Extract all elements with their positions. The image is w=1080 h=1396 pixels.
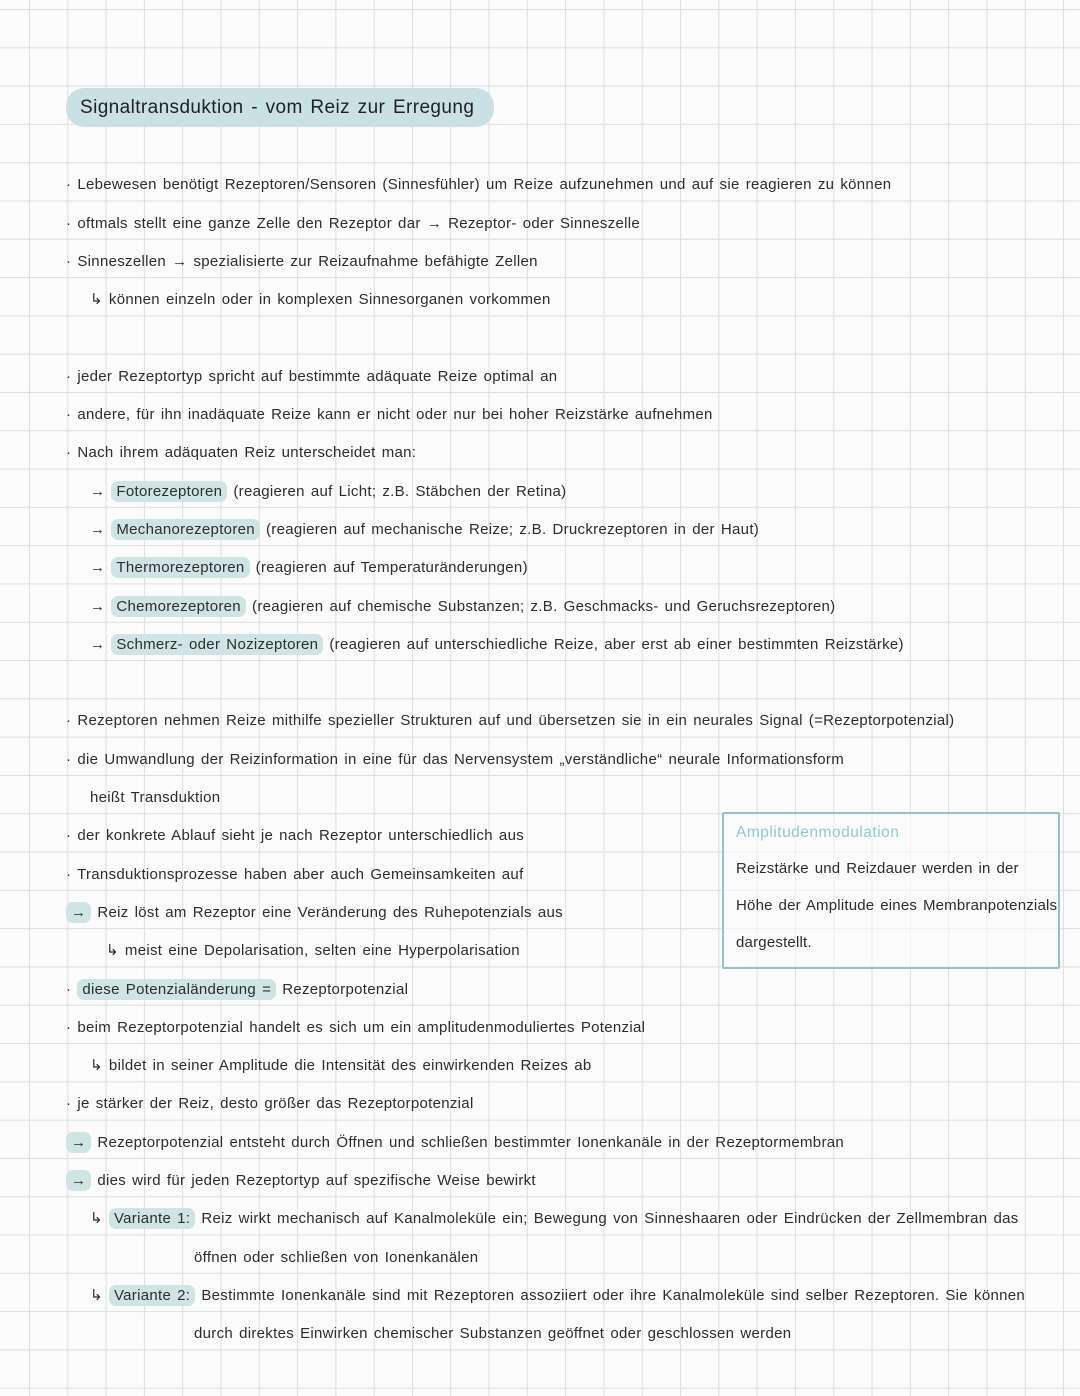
box-line: Höhe der Amplitude eines Membranpotenzials bbox=[736, 897, 1058, 914]
note-line: → Rezeptorpotenzial entsteht durch Öffnen und schließen bestimmter Ionenkanäle in der Rezeptormembran bbox=[66, 1124, 1025, 1162]
box-line: dargestellt. bbox=[736, 934, 812, 951]
note-line-thermorezeptoren: → Thermorezeptoren (reagieren auf Temperaturänderungen) bbox=[90, 559, 528, 577]
note-line-mechanorezeptoren: → Mechanorezeptoren (reagieren auf mechanische Reize; z.B. Druckrezeptoren in der Haut) bbox=[90, 520, 760, 538]
note-line: · Rezeptoren nehmen Reize mithilfe spezieller Strukturen auf und übersetzen sie in ein neurales Signal (=Rezeptorpotenzial) bbox=[66, 712, 955, 730]
note-line: → dies wird für jeden Rezeptortyp auf spezifische Weise bewirkt bbox=[66, 1162, 1025, 1200]
box-title: Amplitudenmodulation bbox=[736, 824, 900, 841]
note-line: öffnen oder schließen von Ionenkanälen bbox=[194, 1248, 479, 1266]
note-line: · Lebewesen benötigt Rezeptoren/Sensoren (Sinnesfühler) um Reize aufzunehmen und auf sie reagieren zu können bbox=[66, 176, 892, 194]
title-row bbox=[66, 88, 1025, 128]
note-line-variante-2: ↳ Variante 2: Bestimmte Ionenkanäle sind mit Rezeptoren assoziiert oder ihre Kanalmoleküle sind selber Rezeptoren. Sie können bbox=[90, 1286, 1026, 1304]
note-line-chemorezeptoren: → Chemorezeptoren (reagieren auf chemische Substanzen; z.B. Geschmacks- und Geruchsrezeptoren) bbox=[90, 597, 836, 615]
note-line: · Transduktionsprozesse haben aber auch Gemeinsamkeiten auf bbox=[66, 865, 524, 883]
amplitudenmodulation-box bbox=[722, 812, 1060, 969]
note-line: · beim Rezeptorpotenzial handelt es sich um ein amplitudenmoduliertes Potenzial bbox=[66, 1018, 646, 1036]
note-line: · der konkrete Ablauf sieht je nach Rezeptor unterschiedlich aus bbox=[66, 827, 525, 845]
note-line: · die Umwandlung der Reizinformation in eine für das Nervensystem „verständliche“ neurale Informationsform bbox=[66, 750, 844, 768]
box-line: Reizstärke und Reizdauer werden in der bbox=[736, 860, 1019, 877]
note-line: ↳ können einzeln oder in komplexen Sinnesorganen vorkommen bbox=[90, 291, 551, 309]
spacer bbox=[66, 664, 1025, 702]
spacer bbox=[66, 128, 1025, 166]
note-line: · jeder Rezeptortyp spricht auf bestimmte adäquate Reize optimal an bbox=[66, 367, 558, 385]
note-line: · diese Potenzialänderung = Rezeptorpotenzial bbox=[66, 980, 409, 998]
note-line-fotorezeptoren: → Fotorezeptoren (reagieren auf Licht; z.B. Stäbchen der Retina) bbox=[90, 482, 567, 500]
note-line: · oftmals stellt eine ganze Zelle den Rezeptor dar → Rezeptor- oder Sinneszelle bbox=[66, 214, 640, 232]
note-line: · Nach ihrem adäquaten Reiz unterscheidet man: bbox=[66, 444, 417, 462]
note-line: ↳ bildet in seiner Amplitude die Intensität des einwirkenden Reizes ab bbox=[90, 1057, 592, 1075]
spacer bbox=[66, 319, 1025, 357]
note-line: · andere, für ihn inadäquate Reize kann er nicht oder nur bei hoher Reizstärke aufnehmen bbox=[66, 406, 713, 424]
note-line: · je stärker der Reiz, desto größer das Rezeptorpotenzial bbox=[66, 1095, 474, 1113]
note-line: · Sinneszellen → spezialisierte zur Reizaufnahme befähigte Zellen bbox=[66, 252, 538, 270]
page-title: Signaltransduktion - vom Reiz zur Erregung bbox=[66, 88, 494, 127]
notes-column bbox=[66, 88, 1025, 1354]
note-line: durch direktes Einwirken chemischer Substanzen geöffnet oder geschlossen werden bbox=[194, 1325, 792, 1343]
note-line: ↳ meist eine Depolarisation, selten eine Hyperpolarisation bbox=[106, 942, 520, 960]
note-line: → Reiz löst am Rezeptor eine Veränderung des Ruhepotenzials aus bbox=[66, 894, 1025, 932]
note-line-variante-1: ↳ Variante 1: Reiz wirkt mechanisch auf Kanalmoleküle ein; Bewegung von Sinneshaaren oder Eindrücken der Zellmembran das bbox=[90, 1210, 1019, 1228]
note-line-nozizeptoren: → Schmerz- oder Nozizeptoren (reagieren auf unterschiedliche Reize, aber erst ab einer bestimmten Reizstärke) bbox=[90, 635, 904, 653]
note-line: heißt Transduktion bbox=[90, 789, 221, 807]
